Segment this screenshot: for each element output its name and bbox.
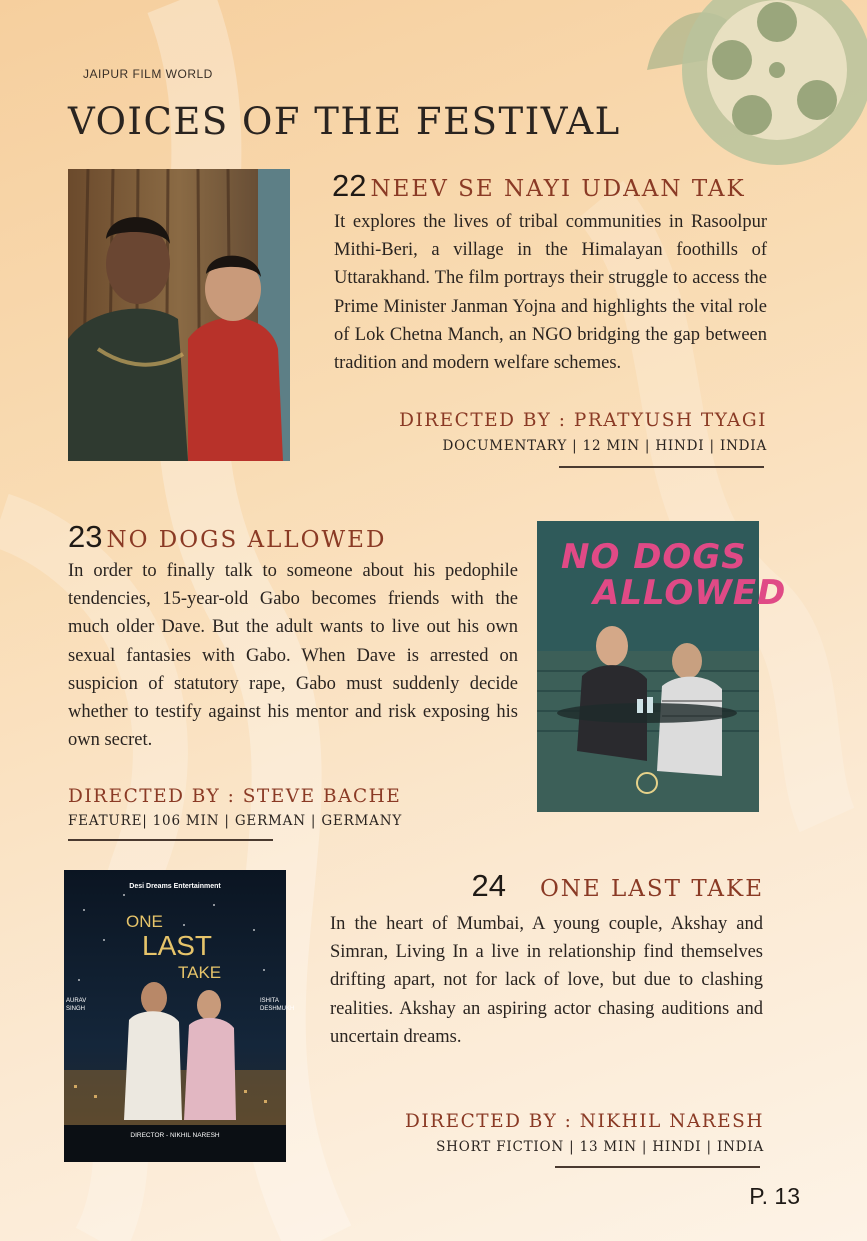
film-24-poster-actor-left: AURAV SINGH [66, 998, 87, 1012]
film-reel-icon [637, 0, 867, 190]
film-24-poster-director-credit: DIRECTOR - NIKHIL NARESH [130, 1132, 220, 1139]
film-24-number: 24 [471, 868, 506, 903]
film-24-divider [555, 1166, 760, 1168]
film-24-synopsis: In the heart of Mumbai, A young couple, Akshay and Simran, Living In a live in relationship find themselves drifting apart, not for lack of love, but due to clashing realities. Akshay an aspiring actor chasing auditions and uncertain dreams. [330, 914, 763, 1047]
film-24-poster-title-one: ONE [126, 912, 163, 931]
film-22-number: 22 [332, 168, 367, 203]
film-23-poster [537, 521, 787, 812]
film-24-poster [64, 870, 295, 1162]
film-22-divider [559, 466, 764, 468]
film-24-poster-actor-right: ISHITA DESHMUKH [260, 998, 295, 1012]
film-23-divider [68, 839, 273, 841]
page-number: P. 13 [749, 1183, 800, 1209]
film-24-meta: SHORT FICTION | 13 MIN | HINDI | INDIA [436, 1139, 764, 1155]
film-24-poster-title-last: LAST [142, 930, 213, 961]
film-22-director: DIRECTED BY : PRATYUSH TYAGI [399, 410, 767, 431]
film-23-synopsis: In order to finally talk to someone about his pedophile tendencies, 15-year-old Gabo becomes friends with the much older Dave. But the adult wants to live out his own sexual fantasies with Gabo. When Dave is arrested on suspicion of statutory rape, Gabo must suddenly decide whether to testify against his mentor and risk exposing his own secret. [68, 561, 518, 751]
film-23-poster-title-1: NO DOGS [561, 537, 747, 577]
film-24-poster-title-take: TAKE [178, 963, 222, 982]
film-23-meta: FEATURE| 106 MIN | GERMAN | GERMANY [68, 813, 403, 829]
film-22-synopsis: It explores the lives of tribal communities in Rasoolpur Mithi-Beri, a village in the Himalayan foothills of Uttarakhand. The film portrays their struggle to access the Prime Minister Janman Yojna and highlights the vital role of Lok Chetna Manch, an NGO bridging the gap between tradition and modern welfare schemes. [334, 212, 767, 374]
page-title: VOICES OF THE FESTIVAL [68, 100, 621, 143]
film-23-number: 23 [68, 519, 103, 554]
film-23-title: NO DOGS ALLOWED [106, 527, 387, 553]
masthead: JAIPUR FILM WORLD [83, 67, 213, 81]
film-24-title: ONE LAST TAKE [539, 876, 764, 902]
film-22-still [68, 169, 290, 461]
film-22-meta: DOCUMENTARY | 12 MIN | HINDI | INDIA [442, 438, 767, 454]
film-22-title: NEEV SE NAYI UDAAN TAK [370, 176, 746, 202]
film-23-director: DIRECTED BY : STEVE BACHE [68, 786, 402, 807]
film-24-director: DIRECTED BY : NIKHIL NARESH [405, 1111, 764, 1132]
film-23-poster-title-2: ALLOWED [593, 573, 787, 613]
film-24-poster-banner: Desi Dreams Entertainment [129, 883, 221, 890]
